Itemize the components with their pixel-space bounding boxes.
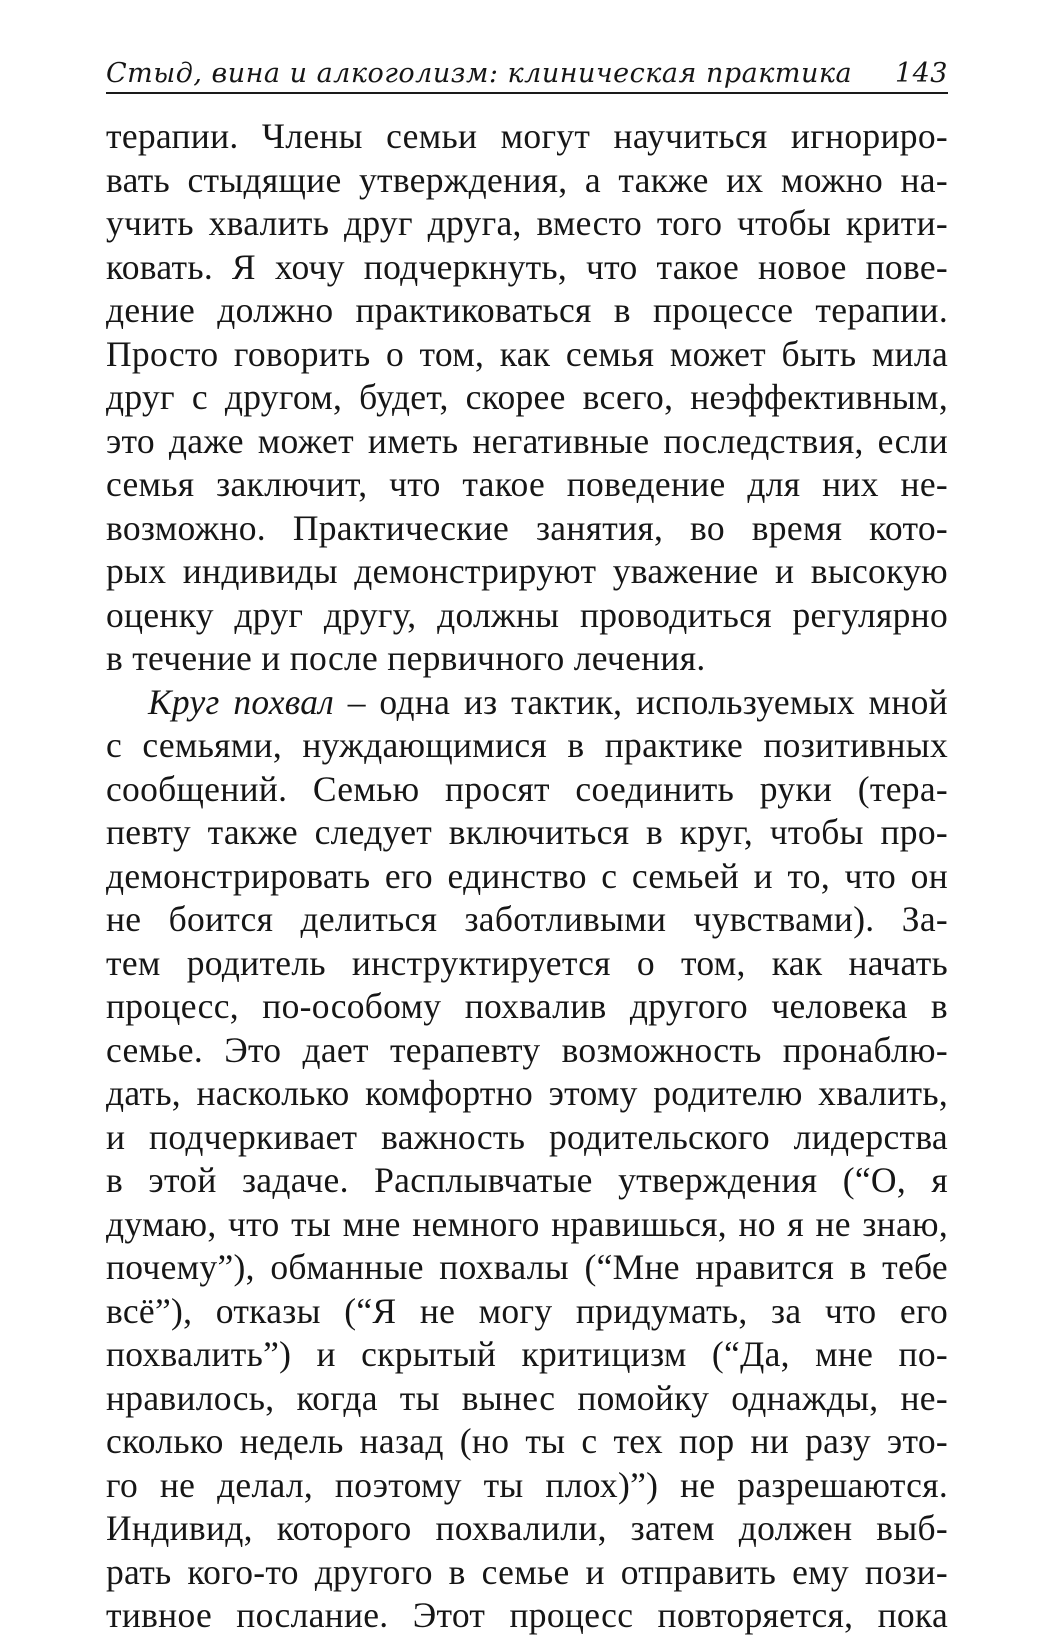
italic-term: Круг похвал bbox=[148, 681, 335, 722]
text-line: всё”), отказы (“Я не могу придумать, за что его bbox=[106, 1290, 948, 1331]
text-line: почему”), обманные похвалы (“Мне нравится в тебе bbox=[106, 1247, 948, 1287]
text-line: сообщений. Семью просят соединить руки (тера- bbox=[106, 768, 948, 809]
text-line: тивное послание. Этот процесс повторяется, пока bbox=[106, 1595, 948, 1635]
text-line: дать, насколько комфортно этому родителю хвалить, bbox=[106, 1073, 948, 1113]
text-line: Просто говорить о том, как семья может быть мила bbox=[106, 333, 948, 374]
text-line: рать кого-то другого в семье и отправить ему пози- bbox=[106, 1551, 948, 1592]
text-line: и подчеркивает важность родительского лидерства bbox=[106, 1116, 948, 1157]
text-line: семья заключит, что такое поведение для них не- bbox=[106, 464, 948, 504]
text-line: в этой задаче. Расплывчатые утверждения (“О, я bbox=[106, 1160, 948, 1200]
paragraph-1 bbox=[106, 115, 948, 681]
text-line: сколько недель назад (но ты с тех пор ни разу это- bbox=[106, 1421, 948, 1461]
text-line: дение должно практиковаться в процессе терапии. bbox=[106, 290, 948, 330]
text-line: друг с другом, будет, скорее всего, неэффективным, bbox=[106, 377, 948, 417]
text-line: нравилось, когда ты вынес помойку однажды, не- bbox=[106, 1377, 948, 1418]
text-line: оценку друг другу, должны проводиться регулярно bbox=[106, 594, 948, 635]
text-line: не боится делиться заботливыми чувствами). За- bbox=[106, 899, 948, 939]
text-line: ковать. Я хочу подчеркнуть, что такое новое пове- bbox=[106, 246, 948, 287]
text-line: рых индивиды демонстрируют уважение и высокую bbox=[106, 551, 948, 591]
text-line: с семьями, нуждающимися в практике позитивных bbox=[106, 725, 948, 765]
text-line: певту также следует включиться в круг, чтобы про- bbox=[106, 812, 948, 852]
paragraph-2 bbox=[106, 681, 948, 1638]
first-line-rest: – одна из тактик, используемых мной bbox=[334, 681, 948, 722]
text-line: терапии. Члены семьи могут научиться игнориро- bbox=[106, 116, 948, 156]
body-text bbox=[106, 115, 948, 1638]
text-line: семье. Это дает терапевту возможность пронаблю- bbox=[106, 1029, 948, 1070]
book-page bbox=[106, 52, 948, 1638]
text-line: го не делал, поэтому ты плох)”) не разрешаются. bbox=[106, 1464, 948, 1505]
text-line: процесс, по-особому похвалив другого человека в bbox=[106, 986, 948, 1026]
text-line: похвалить”) и скрытый критицизм (“Да, мне по- bbox=[106, 1334, 948, 1374]
text-line: учить хвалить друг друга, вместо того чтобы крити- bbox=[106, 203, 948, 243]
text-line: Индивид, которого похвалили, затем должен выб- bbox=[106, 1508, 948, 1548]
running-header bbox=[106, 52, 948, 94]
text-line: в течение и после первичного лечения. bbox=[106, 638, 706, 678]
text-line-first bbox=[106, 681, 948, 725]
text-line: это даже может иметь негативные последствия, если bbox=[106, 420, 948, 461]
text-line: демонстрировать его единство с семьей и то, что он bbox=[106, 855, 948, 896]
text-line: возможно. Практические занятия, во время кото- bbox=[106, 507, 948, 548]
text-line: думаю, что ты мне немного нравишься, но я не знаю, bbox=[106, 1203, 948, 1244]
text-line: вать стыдящие утверждения, а также их можно на- bbox=[106, 159, 948, 200]
text-line: тем родитель инструктируется о том, как начать bbox=[106, 942, 948, 983]
page-number: 143 bbox=[894, 58, 948, 89]
running-header-title: Стыд, вина и алкоголизм: клиническая практика bbox=[106, 58, 853, 89]
